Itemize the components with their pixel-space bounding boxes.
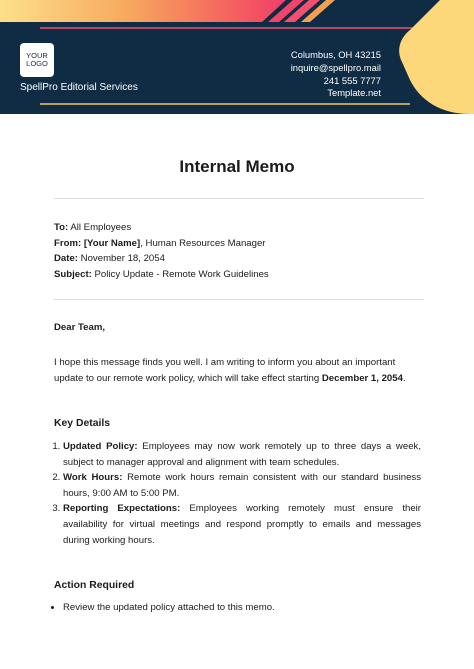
meta-date (54, 251, 269, 267)
letterhead-header (0, 0, 474, 114)
contact-address: Columbus, OH 43215 (290, 49, 381, 60)
list-item (63, 439, 421, 470)
item-label: Updated Policy: (63, 441, 138, 452)
contact-email: inquire@spellpro.mail (290, 61, 381, 73)
meta-label: From: (54, 237, 82, 249)
divider (54, 299, 424, 300)
meta-subject (54, 267, 269, 283)
meta-from (54, 236, 269, 252)
page-title: Internal Memo (179, 157, 295, 176)
intro-text: I hope this message finds you well. I am writing to inform you about an important update to our remote work policy, which will take effect starting (54, 357, 396, 384)
logo-text: YOUR (26, 51, 48, 60)
action-required-heading: Action Required (54, 580, 135, 591)
intro-end: . (402, 372, 406, 384)
contact-phone: 241 555 7777 (323, 74, 381, 86)
meta-to (54, 220, 269, 236)
meta-value: , Human Resources Manager (140, 237, 266, 249)
action-list (54, 600, 423, 616)
company-name: SpellPro Editorial Services (20, 82, 138, 93)
item-text: Employees working remotely must ensure their availability for virtual meetings and respond promptly to emails and messages during working hours. (63, 503, 421, 546)
list-item: • Review the updated policy attached to this memo. (63, 600, 423, 616)
memo-meta (54, 220, 269, 282)
key-details-list (54, 439, 421, 548)
key-details-heading: Key Details (54, 418, 111, 429)
greeting: Dear Team, (54, 322, 106, 333)
meta-value: November 18, 2054 (80, 253, 165, 265)
list-item (63, 501, 421, 548)
meta-label: To: (54, 222, 69, 233)
company-logo (20, 43, 54, 77)
item-label: Reporting Expectations: (63, 503, 181, 515)
contact-block (291, 49, 381, 100)
item-text: Remote work hours remain consistent with our standard business hours, 9:00 AM to 5:00 PM. (63, 472, 422, 499)
meta-label: Date: (54, 253, 78, 265)
item-label: Work Hours: (63, 472, 123, 484)
meta-value: All Employees (70, 222, 132, 233)
top-gradient-band (0, 0, 286, 22)
item-text: Employees may now work remotely up to three days a week, subject to manager approval and alignment with team schedules. (63, 441, 421, 468)
meta-value: Policy Update - Remote Work Guidelines (94, 268, 269, 280)
logo-text: LOGO (26, 59, 48, 68)
meta-sender-name: [Your Name] (83, 237, 141, 249)
meta-label: Subject: (54, 268, 92, 280)
effective-date: December 1, 2054 (321, 372, 403, 384)
divider (54, 198, 424, 199)
intro-paragraph (54, 355, 425, 386)
yellow-corner-shape (399, 0, 474, 114)
header-decoration (0, 0, 474, 114)
list-item (63, 470, 421, 501)
contact-website: Template.net (327, 87, 381, 99)
